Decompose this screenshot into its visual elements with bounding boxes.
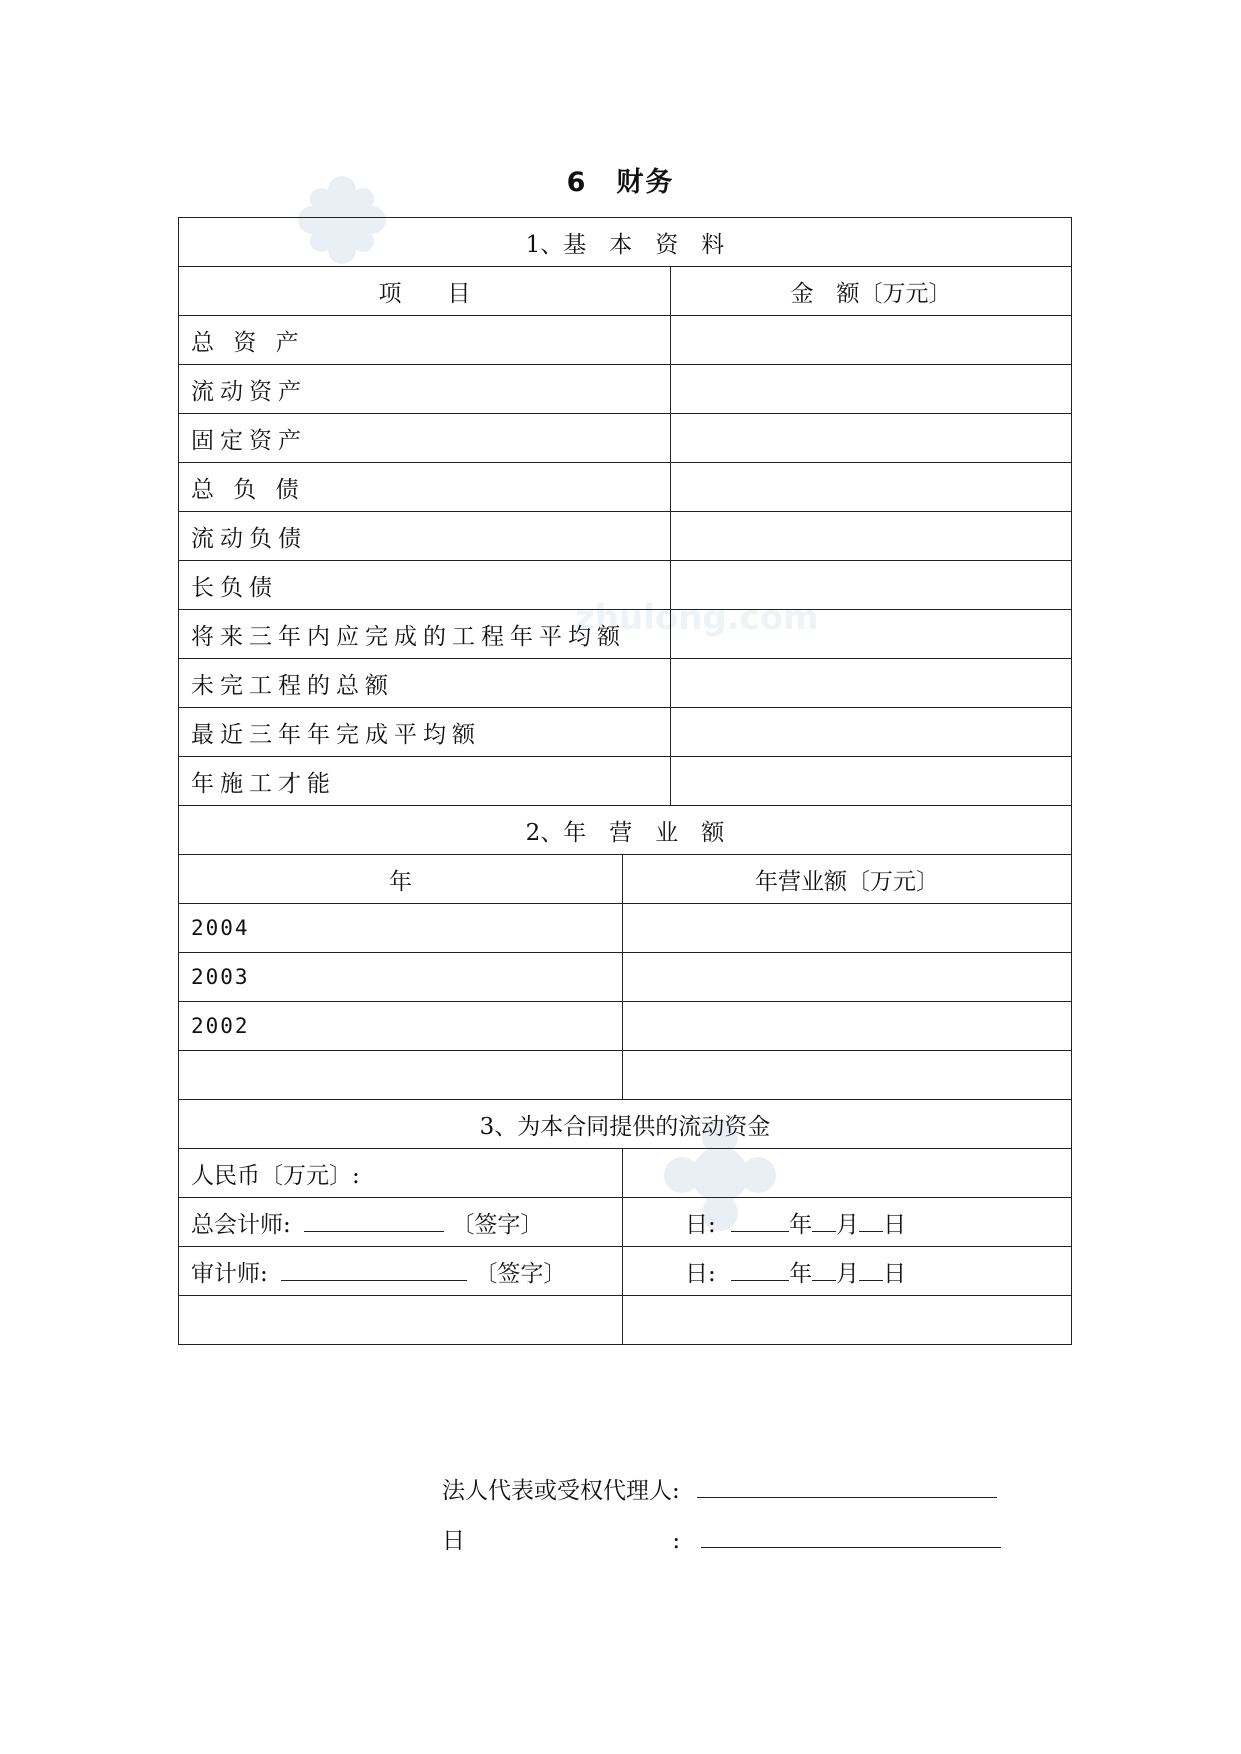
col-year-header: 年 [179,855,623,904]
day-char: 日 [883,1211,907,1238]
year-blank[interactable] [731,1209,789,1232]
section1-heading: 1、基 本 资 料 [179,218,1072,267]
day-blank[interactable] [859,1209,883,1232]
amount-field[interactable] [671,757,1072,806]
year-blank[interactable] [731,1258,789,1281]
year-cell: 2003 [179,953,623,1002]
row-label-recent-avg: 最近三年年完成平均额 [179,708,671,757]
amount-field[interactable] [671,610,1072,659]
day-char: 日 [883,1260,907,1287]
date-prefix: 日: [685,1211,716,1238]
rmb-label [179,1149,623,1198]
amount-field[interactable] [671,463,1072,512]
footer-date-label: 日 [442,1528,465,1554]
auditor-cell [179,1247,623,1296]
amount-field[interactable] [671,512,1072,561]
watermark-text: zhulong.com [575,598,819,638]
turnover-field[interactable] [623,953,1072,1002]
amount-field[interactable] [671,561,1072,610]
row-label-capacity: 年施工才能 [179,757,671,806]
month-blank[interactable] [812,1209,836,1232]
year-char: 年 [789,1211,813,1238]
col-amount-header: 金 额〔万元〕 [671,267,1072,316]
turnover-field[interactable] [623,1002,1072,1051]
empty-cell[interactable] [623,1296,1072,1345]
col-turnover-header: 年营业额〔万元〕 [623,855,1072,904]
accountant-label: 总会计师: [191,1211,291,1238]
row-label-future-avg: 将来三年内应完成的工程年平均额 [179,610,671,659]
row-label-total-assets: 总 资 产 [179,316,671,365]
rmb-field[interactable] [623,1149,1072,1198]
month-char: 月 [836,1260,860,1287]
empty-cell[interactable] [179,1296,623,1345]
turnover-field[interactable] [623,904,1072,953]
year-cell[interactable] [179,1051,623,1100]
row-label-current-liabilities: 流动负债 [179,512,671,561]
row-label-fixed-assets: 固定资产 [179,414,671,463]
footer-date-line [442,1522,1001,1555]
row-label-total-liabilities: 总 负 债 [179,463,671,512]
accountant-signature-line[interactable] [304,1209,444,1232]
row-label-long-liabilities: 长负债 [179,561,671,610]
representative-line [442,1472,997,1505]
representative-label: 法人代表或受权代理人: [442,1478,680,1504]
accountant-date-cell [623,1198,1072,1247]
row-label-unfinished-total: 未完工程的总额 [179,659,671,708]
amount-field[interactable] [671,708,1072,757]
auditor-signature-line[interactable] [281,1258,467,1281]
year-char: 年 [789,1260,813,1287]
year-cell: 2004 [179,904,623,953]
representative-signature-line[interactable] [697,1475,997,1498]
amount-field[interactable] [671,659,1072,708]
page-title: 6 财务 [566,167,675,198]
section2-heading: 2、年 营 业 额 [179,806,1072,855]
auditor-label: 审计师: [191,1260,268,1287]
month-char: 月 [836,1211,860,1238]
sign-note: 〔签字〕 [451,1211,544,1238]
amount-field[interactable] [671,414,1072,463]
month-blank[interactable] [812,1258,836,1281]
day-blank[interactable] [859,1258,883,1281]
row-label-current-assets: 流动资产 [179,365,671,414]
section3-heading: 3、为本合同提供的流动资金 [179,1100,1072,1149]
date-prefix: 日: [685,1260,716,1287]
col-item-header: 项 目 [179,267,671,316]
finance-form-table [178,217,1072,1345]
accountant-cell [179,1198,623,1247]
sign-note: 〔签字〕 [474,1260,567,1287]
footer-date-blank[interactable] [701,1525,1001,1548]
footer-date-colon: : [672,1528,681,1554]
auditor-date-cell [623,1247,1072,1296]
amount-field[interactable] [671,365,1072,414]
turnover-field[interactable] [623,1051,1072,1100]
year-cell: 2002 [179,1002,623,1051]
rmb-label-text: 人民币〔万元〕: [191,1162,360,1189]
amount-field[interactable] [671,316,1072,365]
